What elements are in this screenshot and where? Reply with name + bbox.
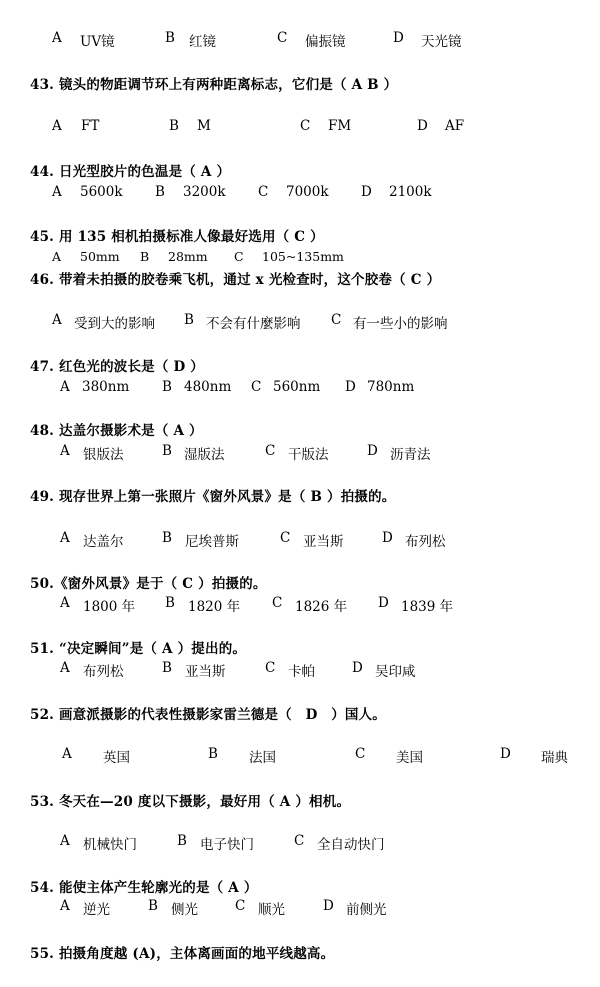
q47-option-c-text: 560nm <box>273 379 321 395</box>
q53-option-a-text: 机械快门 <box>83 837 137 853</box>
q52-option-b-text: 法国 <box>249 750 276 766</box>
q47-option-a-letter: A <box>60 379 70 395</box>
q47-option-a-text: 380nm <box>82 379 130 395</box>
q43-option-a-text: FT <box>81 118 100 134</box>
q44-option-a-letter: A <box>52 184 62 200</box>
q51-option-b-letter: B <box>162 660 172 676</box>
q53-option-c-text: 全自动快门 <box>317 837 385 853</box>
q46-option-b-text: 不会有什麼影响 <box>206 316 301 332</box>
q42-option-a-letter: A <box>52 30 62 46</box>
q42-option-c-letter: C <box>277 30 288 46</box>
q46-option-b-letter: B <box>184 312 194 328</box>
q43-option-a-letter: A <box>52 118 62 134</box>
q43-option-b-text: M <box>197 118 211 134</box>
q48-option-c-text: 干版法 <box>288 447 329 463</box>
q42-option-b-letter: B <box>165 30 175 46</box>
q50-option-d-text: 1839 年 <box>401 599 454 615</box>
q51-option-d-letter: D <box>352 660 363 676</box>
q54-option-b-letter: B <box>148 898 158 914</box>
q45-option-a-letter: A <box>52 249 62 264</box>
q51-option-c-text: 卡帕 <box>288 664 315 680</box>
q52-option-c-letter: C <box>355 746 366 762</box>
q43-option-c-letter: C <box>300 118 311 134</box>
q49-option-c-letter: C <box>280 530 291 546</box>
q47-option-b-text: 480nm <box>184 379 232 395</box>
q50-option-b-text: 1820 年 <box>188 599 241 615</box>
q54-option-b-text: 侧光 <box>171 902 198 918</box>
q43-option-c-text: FM <box>328 118 352 134</box>
q45-option-c-text: 105~135mm <box>262 249 344 264</box>
q52-option-d-text: 瑞典 <box>541 750 568 766</box>
q54-option-c-text: 顺光 <box>258 902 285 918</box>
q52-option-b-letter: B <box>208 746 218 762</box>
q44-option-c-text: 7000k <box>286 184 329 200</box>
q53-option-c-letter: C <box>294 833 305 849</box>
q51-question: 51. “决定瞬间”是（ A ）提出的。 <box>30 641 247 657</box>
q50-option-d-letter: D <box>378 595 389 611</box>
q48-option-b-letter: B <box>162 443 172 459</box>
q48-option-a-letter: A <box>60 443 70 459</box>
q49-option-b-letter: B <box>162 530 172 546</box>
q45-option-c-letter: C <box>234 249 244 264</box>
q49-option-b-text: 尼埃普斯 <box>185 534 239 550</box>
q47-option-c-letter: C <box>251 379 262 395</box>
q48-option-a-text: 银版法 <box>83 447 124 463</box>
q44-option-a-text: 5600k <box>80 184 123 200</box>
q49-option-d-letter: D <box>382 530 393 546</box>
q43-option-d-letter: D <box>417 118 428 134</box>
q45-option-a-text: 50mm <box>80 249 120 264</box>
q50-question: 50.《窗外风景》是于（ C ）拍摄的。 <box>30 576 267 592</box>
q44-option-b-text: 3200k <box>183 184 226 200</box>
q51-option-c-letter: C <box>265 660 276 676</box>
q45-option-b-letter: B <box>140 249 150 264</box>
q51-option-d-text: 吴印咸 <box>375 664 416 680</box>
q42-option-a-text: UV镜 <box>80 34 115 50</box>
q53-option-b-letter: B <box>177 833 187 849</box>
q43-question: 43. 镜头的物距调节环上有两种距离标志，它们是（ A B ） <box>30 77 398 93</box>
q53-question: 53. 冬天在—20 度以下摄影，最好用（ A ）相机。 <box>30 794 351 810</box>
q48-option-d-text: 沥青法 <box>390 447 431 463</box>
q54-question: 54. 能使主体产生轮廓光的是（ A ） <box>30 880 258 896</box>
q54-option-a-letter: A <box>60 898 70 914</box>
q44-option-c-letter: C <box>258 184 269 200</box>
q49-option-a-text: 达盖尔 <box>83 534 124 550</box>
q46-option-a-text: 受到大的影响 <box>74 316 155 332</box>
q52-option-a-text: 英国 <box>103 750 130 766</box>
q54-option-d-letter: D <box>323 898 334 914</box>
q43-option-d-text: AF <box>445 118 465 134</box>
q47-option-d-text: 780nm <box>367 379 415 395</box>
q47-question: 47. 红色光的波长是（ D ） <box>30 359 204 375</box>
q46-option-c-text: 有一些小的影响 <box>353 316 448 332</box>
q48-option-c-letter: C <box>265 443 276 459</box>
q54-option-c-letter: C <box>235 898 246 914</box>
q55-question: 55. 拍摄角度越 (A)，主体离画面的地平线越高。 <box>30 946 335 962</box>
q42-option-d-letter: D <box>393 30 404 46</box>
q47-option-d-letter: D <box>345 379 356 395</box>
q53-option-a-letter: A <box>60 833 70 849</box>
q44-question: 44. 日光型胶片的色温是（ A ） <box>30 164 231 180</box>
q52-question: 52. 画意派摄影的代表性摄影家雷兰德是（ D ）国人。 <box>30 707 386 723</box>
q44-option-d-letter: D <box>361 184 372 200</box>
q44-option-b-letter: B <box>155 184 165 200</box>
q50-option-c-letter: C <box>272 595 283 611</box>
q43-option-b-letter: B <box>169 118 179 134</box>
q47-option-b-letter: B <box>162 379 172 395</box>
q46-option-c-letter: C <box>331 312 342 328</box>
q44-option-d-text: 2100k <box>389 184 432 200</box>
q50-option-a-letter: A <box>60 595 70 611</box>
q54-option-d-text: 前侧光 <box>346 902 387 918</box>
q52-option-d-letter: D <box>500 746 511 762</box>
q42-option-b-text: 红镜 <box>189 34 216 50</box>
q49-option-d-text: 布列松 <box>405 534 446 550</box>
q50-option-c-text: 1826 年 <box>295 599 348 615</box>
q46-option-a-letter: A <box>52 312 62 328</box>
q48-question: 48. 达盖尔摄影术是（ A ） <box>30 423 203 439</box>
q54-option-a-text: 逆光 <box>83 902 110 918</box>
q51-option-a-letter: A <box>60 660 70 676</box>
q46-question: 46. 带着未拍摄的胶卷乘飞机，通过 x 光检查时，这个胶卷（ C ） <box>30 272 441 288</box>
q48-option-d-letter: D <box>367 443 378 459</box>
q45-question: 45. 用 135 相机拍摄标准人像最好选用（ C ） <box>30 229 324 245</box>
q48-option-b-text: 湿版法 <box>184 447 225 463</box>
q49-question: 49. 现存世界上第一张照片《窗外风景》是（ B ）拍摄的。 <box>30 489 396 505</box>
q49-option-a-letter: A <box>60 530 70 546</box>
q52-option-c-text: 美国 <box>396 750 423 766</box>
q51-option-b-text: 亚当斯 <box>185 664 226 680</box>
q53-option-b-text: 电子快门 <box>200 837 254 853</box>
q42-option-d-text: 天光镜 <box>421 34 462 50</box>
q52-option-a-letter: A <box>62 746 72 762</box>
q45-option-b-text: 28mm <box>168 249 208 264</box>
q50-option-b-letter: B <box>165 595 175 611</box>
q50-option-a-text: 1800 年 <box>83 599 136 615</box>
q51-option-a-text: 布列松 <box>83 664 124 680</box>
q49-option-c-text: 亚当斯 <box>303 534 344 550</box>
q42-option-c-text: 偏振镜 <box>305 34 346 50</box>
